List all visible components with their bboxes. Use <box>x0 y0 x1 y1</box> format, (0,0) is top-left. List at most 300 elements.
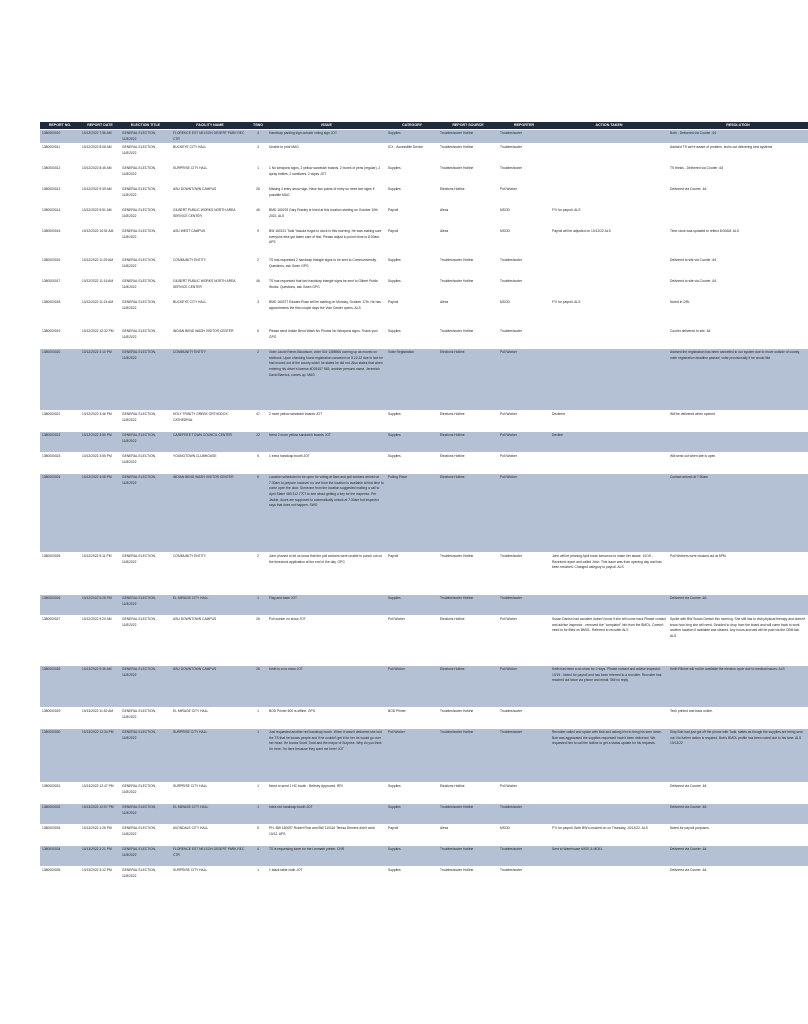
cell-reporter: Poll Worker <box>498 432 550 453</box>
cell-reporter: MSOD <box>498 299 550 328</box>
cell-report-date: 10/12/2022 8:08 AM <box>80 144 120 165</box>
cell-category: Supplies <box>386 846 438 867</box>
cell-report-source: Elections Hotline <box>438 783 498 804</box>
cell-report-no: 1380000033 <box>40 825 80 846</box>
column-header-action-taken: ACTION TAKEN <box>550 122 668 130</box>
table-row <box>40 130 808 144</box>
cell-facility-name: INDIAN BEND WASH VISITOR CENTER <box>171 474 249 553</box>
cell-tsno: 6 <box>249 328 267 349</box>
cell-election-title: GENERAL ELECTION, 11/8/2022 <box>120 349 171 411</box>
cell-report-source: Elections Hotline <box>438 349 498 411</box>
cell-action-taken: FYI for payroll. ALS <box>550 299 668 328</box>
cell-tsno: 1 <box>249 165 267 186</box>
cell-issue: Need 2 more yellow sandwich boards JOT <box>267 432 386 453</box>
cell-facility-name: INDIAN BEND WASH VISITOR CENTER <box>171 328 249 349</box>
cell-report-no: 1380000025 <box>40 553 80 595</box>
cell-issue: extra red handicap booth JOT <box>267 804 386 825</box>
cell-report-no: 1380000021 <box>40 411 80 432</box>
table-row <box>40 867 808 888</box>
cell-report-date: 10/13/2022 2:21 PM <box>80 846 120 867</box>
cell-reporter: Poll Worker <box>498 186 550 207</box>
cell-action-taken: FYI for payroll. Both BW's clocked on on Thursday, 10/13/22. ALS <box>550 825 668 846</box>
cell-category: Supplies <box>386 165 438 186</box>
cell-report-date: 10/12/2022 9:39 AM <box>80 186 120 207</box>
cell-reporter: Troubleshooter <box>498 595 550 616</box>
cell-category: ICX - Accessible Device <box>386 144 438 165</box>
column-header-report-date: REPORT DATE <box>80 122 120 130</box>
cell-category: Payroll <box>386 299 438 328</box>
cell-issue: Location scheduled to be open for voting at 8am and poll workers arrived at 7:30am to prepare however no one from the location is available at that time to come open the door. Someone from the location suggested making a call to April Slater 480.312.7707 to see about getting a key for the inspector. Per Jackie, doors are supposed to automatically unlock at 7:30am but inspector says that does not happen. SWG <box>267 474 386 553</box>
cell-tsno: 26 <box>249 616 267 666</box>
cell-issue: John phoned to let us know that the poll workers were unable to punch out on the timeclock application at the end of the day. GPG <box>267 553 386 595</box>
cell-facility-name: COMMUNITY ENTITY <box>171 349 249 411</box>
cell-report-no: 1380000018 <box>40 299 80 328</box>
cell-report-no: 1380000026 <box>40 595 80 616</box>
cell-reporter: Poll Worker <box>498 474 550 553</box>
cell-reporter: Troubleshooter <box>498 708 550 729</box>
cell-tsno: 3 <box>249 144 267 165</box>
cell-reporter: Troubleshooter <box>498 278 550 299</box>
cell-issue: BW 160131 Todd Yasuda forgot to clock in this morning. He was making sure everyone else got taken care of first. Please adjust to punch time to 8:00am. APS <box>267 228 386 257</box>
table-row <box>40 278 808 299</box>
cell-facility-name: CAREFREE TOWN COUNCIL CENTER <box>171 432 249 453</box>
cell-category: Supplies <box>386 453 438 474</box>
cell-report-date: 10/13/2022 12:57 PM <box>80 804 120 825</box>
cell-tsno: 5 <box>249 825 267 846</box>
cell-facility-name: EL MIRAGE CITY HALL <box>171 804 249 825</box>
column-header-issue: ISSUE <box>267 122 386 130</box>
cell-resolution: Ship Bob had just got off the phone with Todd, states as though the supplies are being sent out. No further action is required. Bob's BMOL profile has been noted due to his tone. ALS 10/13/22 <box>668 729 808 783</box>
cell-election-title: GENERAL ELECTION, 11/8/2022 <box>120 257 171 278</box>
cell-report-date: 10/12/2022 3:46 PM <box>80 411 120 432</box>
cell-election-title: GENERAL ELECTION, 11/8/2022 <box>120 616 171 666</box>
cell-report-date: 10/12/2022 10:51 AM <box>80 228 120 257</box>
cell-report-no: 1380000011 <box>40 144 80 165</box>
cell-report-no: 1380000034 <box>40 846 80 867</box>
cell-report-no: 1380000020 <box>40 349 80 411</box>
cell-action-taken <box>550 474 668 553</box>
cell-report-source: Elections Hotline <box>438 616 498 666</box>
cell-election-title: GENERAL ELECTION, 11/8/2022 <box>120 165 171 186</box>
cell-action-taken: Payroll will be adjusted on 10/12/22 ALS <box>550 228 668 257</box>
cell-category: Supplies <box>386 595 438 616</box>
cell-resolution: Delivered via Courier -64 <box>668 804 808 825</box>
cell-reporter: Troubleshooter <box>498 867 550 888</box>
cell-action-taken <box>550 783 668 804</box>
cell-tsno: 9 <box>249 228 267 257</box>
cell-resolution: Spoke with BW Susan Danish this morning. She still has to visit physical therapy and doesn't know how long she will need. Decided to drop from the board and will come back to work another location if available and cleared. Any hours accrued will be paid via the CBM tab. ALS <box>668 616 808 666</box>
cell-resolution: Noted in ORL <box>668 299 808 328</box>
cell-election-title: GENERAL ELECTION, 11/8/2022 <box>120 453 171 474</box>
cell-report-date: 10/12/2022 11:24 AM <box>80 299 120 328</box>
cell-category: Payroll <box>386 825 438 846</box>
cell-report-no: 1380000028 <box>40 666 80 708</box>
cell-report-date: 10/12/2022 4:08 PM <box>80 474 120 553</box>
table-row <box>40 228 808 257</box>
cell-report-source: Troubleshooter Hotline <box>438 729 498 783</box>
cell-facility-name: SURPRISE CITY HALL <box>171 729 249 783</box>
cell-resolution <box>668 207 808 228</box>
table-row <box>40 825 808 846</box>
cell-election-title: GENERAL ELECTION, 11/8/2022 <box>120 228 171 257</box>
cell-report-date: 10/12/2022 3:50 PM <box>80 432 120 453</box>
cell-report-date: 10/12/2022 3:55 PM <box>80 453 120 474</box>
cell-tsno: 3 <box>249 299 267 328</box>
cell-action-taken <box>550 165 668 186</box>
cell-issue: Poll worker no show JOT <box>267 616 386 666</box>
cell-reporter: Troubleshooter <box>498 328 550 349</box>
table-row <box>40 729 808 783</box>
cell-facility-name: GILBERT PUBLIC WORKS NORTH AREA SERVICE CENTER <box>171 278 249 299</box>
cell-category: Payroll <box>386 228 438 257</box>
cell-category: Supplies <box>386 411 438 432</box>
cell-facility-name: FLORENCE EST NELSON DESERT PARK REC CTR <box>171 846 249 867</box>
cell-report-source: Troubleshooter Hotline <box>438 165 498 186</box>
table-row <box>40 144 808 165</box>
table-row <box>40 186 808 207</box>
cell-tsno: 4 <box>249 846 267 867</box>
cell-facility-name: EL MIRAGE CITY HALL <box>171 595 249 616</box>
cell-reporter: MSOD <box>498 825 550 846</box>
cell-action-taken <box>550 349 668 411</box>
cell-tsno: 6 <box>249 474 267 553</box>
cell-report-date: 10/12/2022 11:09 AM <box>80 257 120 278</box>
column-header-category: CATEGORY <box>386 122 438 130</box>
cell-report-no: 1380000012 <box>40 165 80 186</box>
cell-report-source: Elections Hotline <box>438 666 498 708</box>
cell-report-date: 10/12/2022 5:28 PM <box>80 595 120 616</box>
cell-report-no: 1380000031 <box>40 783 80 804</box>
cell-category: Supplies <box>386 278 438 299</box>
cell-election-title: GENERAL ELECTION, 11/8/2022 <box>120 595 171 616</box>
table-row <box>40 804 808 825</box>
cell-tsno: 1 <box>249 595 267 616</box>
table-row <box>40 207 808 228</box>
cell-issue: Just requested another red handicap booth. When it wasn't delivered she told the TS that he knows people and if he couldn't get it for her he would go over her head. He knows Scott, Todd and the mayor of Surprise. Why do you think I'm here. I'm here because they want me here! JOT <box>267 729 386 783</box>
cell-category: Supplies <box>386 432 438 453</box>
column-header-report-source: REPORT SOURCE <box>438 122 498 130</box>
cell-facility-name: COMMUNITY ENTITY <box>171 553 249 595</box>
column-header-report-no: REPORT NO. <box>40 122 80 130</box>
cell-category: BOD Printer <box>386 708 438 729</box>
cell-facility-name: ASU DOWNTOWN CAMPUS <box>171 186 249 207</box>
cell-report-no: 1380000015 <box>40 228 80 257</box>
cell-tsno: 2 <box>249 257 267 278</box>
cell-action-taken: Declined <box>550 411 668 432</box>
cell-issue: Unable to print MAG <box>267 144 386 165</box>
cell-facility-name: FLORENCE EST NELSON DESERT PARK REC CTR <box>171 130 249 144</box>
cell-resolution: Will send out when site is open. <box>668 453 808 474</box>
cell-report-date: 10/12/2022 9:51 AM <box>80 207 120 228</box>
cell-report-source: Troubleshooter Hotline <box>438 553 498 595</box>
cell-reporter: Poll Worker <box>498 666 550 708</box>
cell-election-title: GENERAL ELECTION, 11/8/2022 <box>120 207 171 228</box>
table-row <box>40 299 808 328</box>
cell-issue: PH- BW 160097 Robert Ruiz and BW 110116 Teresa Demers didn't work 10/12. APS <box>267 825 386 846</box>
cell-report-no: 1380000032 <box>40 804 80 825</box>
cell-report-source: Alexa <box>438 228 498 257</box>
cell-report-source: Troubleshooter Hotline <box>438 130 498 144</box>
cell-report-date: 10/13/2022 12:47 PM <box>80 783 120 804</box>
cell-facility-name: COMMUNITY ENTITY <box>171 257 249 278</box>
table-row <box>40 846 808 867</box>
cell-election-title: GENERAL ELECTION, 11/8/2022 <box>120 804 171 825</box>
column-header-resolution: RESOLUTION <box>668 122 808 130</box>
cell-tsno: 46 <box>249 278 267 299</box>
cell-report-no: 1380000010 <box>40 130 80 144</box>
cell-issue: 2 more yellow sandwich boards JOT <box>267 411 386 432</box>
cell-report-source: Elections Hotline <box>438 453 498 474</box>
cell-resolution: Will be delivered when opened <box>668 411 808 432</box>
cell-report-source: Alexa <box>438 207 498 228</box>
cell-issue: BMD 160077 Edward Rose will be starting on Monday, October 17th. He has appointments the first couple days the Vote Center opens. ALS <box>267 299 386 328</box>
cell-tsno: 26 <box>249 186 267 207</box>
cell-election-title: GENERAL ELECTION, 11/8/2022 <box>120 299 171 328</box>
cell-report-source: Elections Hotline <box>438 411 498 432</box>
cell-resolution <box>668 432 808 453</box>
cell-issue: Need to send 1 HC booth - Brittney Approved. RRI <box>267 783 386 804</box>
cell-issue: BOD Printer 600 is offline. GPG <box>267 708 386 729</box>
cell-action-taken <box>550 595 668 616</box>
cell-report-source: Alexa <box>438 825 498 846</box>
cell-issue: Keith is a no show JOT <box>267 666 386 708</box>
cell-election-title: GENERAL ELECTION, 11/8/2022 <box>120 328 171 349</box>
cell-facility-name: AVONDALE CITY HALL <box>171 825 249 846</box>
cell-resolution: Delivered via Courier -64 <box>668 846 808 867</box>
table-row <box>40 783 808 804</box>
cell-facility-name: HOLY TRINITY GREEK ORTHODOX CATHEDRAL <box>171 411 249 432</box>
cell-facility-name: ASU DOWNTOWN CAMPUS <box>171 616 249 666</box>
cell-action-taken <box>550 804 668 825</box>
cell-tsno: 1 <box>249 804 267 825</box>
cell-election-title: GENERAL ELECTION, 11/8/2022 <box>120 144 171 165</box>
table-row <box>40 432 808 453</box>
cell-category: Poll Worker <box>386 616 438 666</box>
cell-action-taken <box>550 708 668 729</box>
cell-facility-name: YOUNGTOWN CLUBHOUSE <box>171 453 249 474</box>
cell-issue: BMD 160076 Gary Rowley is hired at this location starting on October 10th 2022. ALS <box>267 207 386 228</box>
cell-issue: 1 black table cloth JOT <box>267 867 386 888</box>
issue-report-table <box>40 122 808 888</box>
cell-reporter: MSOD <box>498 207 550 228</box>
cell-category: Payroll <box>386 207 438 228</box>
cell-category: Supplies <box>386 783 438 804</box>
cell-action-taken: Sent to Warehouse MIGE & MDEL <box>550 846 668 867</box>
table-body <box>40 130 808 888</box>
cell-action-taken: John will be phoning April know tomorrow to make her aware. 10/19 - Received report and called John. This issue was from opening day and has been resolved. Changed category to payroll. ALS <box>550 553 668 595</box>
cell-report-date: 10/12/2022 8:45 AM <box>80 165 120 186</box>
cell-tsno: 4 <box>249 130 267 144</box>
cell-facility-name: SURPRISE CITY HALL <box>171 867 249 888</box>
cell-report-source: Troubleshooter Hotline <box>438 708 498 729</box>
cell-resolution: Tech printed and back online. <box>668 708 808 729</box>
cell-tsno: 2 <box>249 349 267 411</box>
cell-report-date: 10/13/2022 12:34 PM <box>80 729 120 783</box>
table-row <box>40 708 808 729</box>
cell-report-source: Troubleshooter Hotline <box>438 595 498 616</box>
cell-election-title: GENERAL ELECTION, 11/8/2022 <box>120 186 171 207</box>
cell-reporter: Troubleshooter <box>498 130 550 144</box>
cell-election-title: GENERAL ELECTION, 11/8/2022 <box>120 708 171 729</box>
cell-tsno: 26 <box>249 666 267 708</box>
cell-action-taken: Recruiter called and spoke with Bob and asking him to bring his tone down. Bob was aggravated the supplies requested hadn't been delivered. We requested him to call the hotline to get a status update for his requests. <box>550 729 668 783</box>
cell-resolution: Advised the registration has been cancelled in our system due to move outside of county, voter registration deadline passed, voter provisionally if he would like <box>668 349 808 411</box>
cell-election-title: GENERAL ELECTION, 11/8/2022 <box>120 729 171 783</box>
cell-category: Poll Worker <box>386 729 438 783</box>
cell-resolution: Advised TS we're aware of problem, techs out delivering new systems <box>668 144 808 165</box>
cell-action-taken <box>550 144 668 165</box>
cell-issue: Flag and base JOT <box>267 595 386 616</box>
cell-reporter: Poll Worker <box>498 616 550 666</box>
cell-report-source: Troubleshooter Hotline <box>438 278 498 299</box>
cell-election-title: GENERAL ELECTION, 11/8/2022 <box>120 846 171 867</box>
cell-report-date: 10/12/2022 11:16 AM <box>80 278 120 299</box>
cell-resolution: Courier delivered to site -64 <box>668 328 808 349</box>
cell-reporter: Troubleshooter <box>498 165 550 186</box>
table-row <box>40 411 808 432</box>
cell-resolution: Poll Workers were clocked out at 5PM. <box>668 553 808 595</box>
cell-tsno: 5 <box>249 453 267 474</box>
table-row <box>40 328 808 349</box>
table-row <box>40 349 808 411</box>
cell-action-taken <box>550 130 668 144</box>
cell-action-taken <box>550 278 668 299</box>
cell-report-date: 10/12/2022 7:56 AM <box>80 130 120 144</box>
cell-report-no: 1380000014 <box>40 207 80 228</box>
cell-category: Voter Registration <box>386 349 438 411</box>
cell-resolution: Delivered via Courier -64 <box>668 186 808 207</box>
cell-reporter: Poll Worker <box>498 453 550 474</box>
cell-report-source: Elections Hotline <box>438 186 498 207</box>
cell-election-title: GENERAL ELECTION, 11/8/2022 <box>120 867 171 888</box>
cell-report-source: Elections Hotline <box>438 474 498 553</box>
cell-facility-name: GILBERT PUBLIC WORKS NORTH AREA SERVICE CENTER <box>171 207 249 228</box>
cell-tsno: 1 <box>249 867 267 888</box>
cell-issue: TS has requested that two handicap triangle signs be sent to Gilbert Public Works. Questions, ask Gwen GPG <box>267 278 386 299</box>
cell-resolution: Both - Delivered via Courier -64 <box>668 130 808 144</box>
cell-report-no: 1380000022 <box>40 432 80 453</box>
cell-report-date: 10/12/2022 3:10 PM <box>80 349 120 411</box>
cell-action-taken: Susan Danish had accident doesn't know if she will come back Please contact and advise Inspector - removed the "complaint" info from the BMOL. Doesn't need to be filled on BMOL. Referred to recruiter ALS <box>550 616 668 666</box>
cell-report-source: Troubleshooter Hotline <box>438 804 498 825</box>
column-header-reporter: REPORTER <box>498 122 550 130</box>
cell-report-date: 10/13/2022 1:26 PM <box>80 825 120 846</box>
column-header-tsno: TSNO <box>249 122 267 130</box>
cell-facility-name: EL MIRAGE CITY HALL <box>171 708 249 729</box>
cell-category: Polling Place <box>386 474 438 553</box>
cell-tsno: 2 <box>249 553 267 595</box>
table-row <box>40 616 808 666</box>
cell-resolution: Delivered via Courier -64 <box>668 595 808 616</box>
cell-issue: 1 extra handicap booth JOT <box>267 453 386 474</box>
cell-report-date: 10/12/2022 5:11 PM <box>80 553 120 595</box>
cell-reporter: Troubleshooter <box>498 804 550 825</box>
cell-action-taken <box>550 453 668 474</box>
cell-report-no: 1380000013 <box>40 186 80 207</box>
cell-tsno: 1 <box>249 708 267 729</box>
cell-facility-name: ASU WEST CAMPUS <box>171 228 249 257</box>
cell-report-source: Troubleshooter Hotline <box>438 846 498 867</box>
cell-election-title: GENERAL ELECTION, 11/8/2022 <box>120 474 171 553</box>
cell-election-title: GENERAL ELECTION, 11/8/2022 <box>120 278 171 299</box>
table-row <box>40 595 808 616</box>
cell-report-no: 1380000024 <box>40 474 80 553</box>
table-header-row <box>40 122 808 130</box>
cell-report-source: Troubleshooter Hotline <box>438 867 498 888</box>
cell-report-date: 10/13/2022 9:36 AM <box>80 666 120 708</box>
cell-action-taken: FYI for payroll. ALS <box>550 207 668 228</box>
cell-resolution: Time clock was updated to reflect 8:00AM. ALS <box>668 228 808 257</box>
cell-report-source: Troubleshooter Hotline <box>438 144 498 165</box>
cell-issue: Voter Jacob Rener-Bloodsum, voter ID# 1388966 coming up as moved on sbdbook. Upon checking found registration canceled on 8.22.22 due to fact he had moved out of the county which he states he did not. Also states that when entering his driver's license #D05157 563, another persons name, Jeremiah David Barnick, comes up. MAG <box>267 349 386 411</box>
cell-resolution: Delivered via Courier -64 <box>668 783 808 804</box>
cell-action-taken <box>550 328 668 349</box>
cell-facility-name: SURPRISE CITY HALL <box>171 783 249 804</box>
cell-category: Supplies <box>386 130 438 144</box>
table-row <box>40 666 808 708</box>
cell-resolution: Delivered to site via Courier -64 <box>668 257 808 278</box>
cell-report-source: Elections Hotline <box>438 432 498 453</box>
cell-reporter: Poll Worker <box>498 783 550 804</box>
cell-report-date: 10/12/2022 12:32 PM <box>80 328 120 349</box>
cell-reporter: Poll Worker <box>498 411 550 432</box>
cell-report-no: 1380000027 <box>40 616 80 666</box>
cell-report-no: 1380000017 <box>40 278 80 299</box>
cell-report-no: 1380000016 <box>40 257 80 278</box>
cell-resolution: Delivered via Courier -64 <box>668 867 808 888</box>
table-row <box>40 474 808 553</box>
cell-reporter: Poll Worker <box>498 349 550 411</box>
column-header-election-title: ELECTION TITLE <box>120 122 171 130</box>
cell-facility-name: ASU DOWNTOWN CAMPUS <box>171 666 249 708</box>
cell-issue: 1 No weapons signs, 2 yellow sandwich boards, 2 boxes of pens (regular), 2 spray bottles, 2 sanitizers, 2 wipes JOT <box>267 165 386 186</box>
table-row <box>40 453 808 474</box>
cell-issue: Missing 4 entry arrow sign. Have two points of entry so need two signs if possible MAG <box>267 186 386 207</box>
cell-facility-name: BUCKEYE CITY HALL <box>171 299 249 328</box>
cell-issue: Handicap parking sign outside voting sign JOT <box>267 130 386 144</box>
cell-action-taken <box>550 186 668 207</box>
cell-action-taken <box>550 867 668 888</box>
cell-reporter: Troubleshooter <box>498 257 550 278</box>
cell-category: Supplies <box>386 257 438 278</box>
cell-category: Payroll <box>386 553 438 595</box>
report-sheet <box>40 122 806 888</box>
cell-election-title: GENERAL ELECTION, 11/8/2022 <box>120 666 171 708</box>
cell-action-taken: Decline <box>550 432 668 453</box>
cell-action-taken: Keith has been a no show for 2 days. Please contact and advise Inspector. 10/19 - Noted for payroll and has been referred to a recruiter. Recruiter has reached out twice via phone and email. Still no reply. <box>550 666 668 708</box>
cell-resolution: Delivered to site via Courier -64 <box>668 278 808 299</box>
cell-reporter: MSOD <box>498 228 550 257</box>
cell-action-taken <box>550 257 668 278</box>
cell-election-title: GENERAL ELECTION, 11/8/2022 <box>120 783 171 804</box>
cell-report-no: 1380000019 <box>40 328 80 349</box>
table-row <box>40 165 808 186</box>
cell-tsno: 1 <box>249 729 267 783</box>
cell-resolution: TS thinks - Delivered via Courier -64 <box>668 165 808 186</box>
cell-report-source: Troubleshooter Hotline <box>438 328 498 349</box>
table-row <box>40 257 808 278</box>
cell-tsno: 46 <box>249 207 267 228</box>
cell-report-no: 1380000035 <box>40 867 80 888</box>
cell-reporter: Troubleshooter <box>498 553 550 595</box>
cell-reporter: Troubleshooter <box>498 144 550 165</box>
cell-resolution: Contact arrived at 7:30am <box>668 474 808 553</box>
cell-category: Supplies <box>386 867 438 888</box>
cell-issue: TS has requested 2 handicap triangle signs to be sent to Communiversity. Questions, ask Gwen GPG <box>267 257 386 278</box>
cell-report-source: Alexa <box>438 299 498 328</box>
cell-category: Supplies <box>386 804 438 825</box>
cell-election-title: GENERAL ELECTION, 11/8/2022 <box>120 432 171 453</box>
